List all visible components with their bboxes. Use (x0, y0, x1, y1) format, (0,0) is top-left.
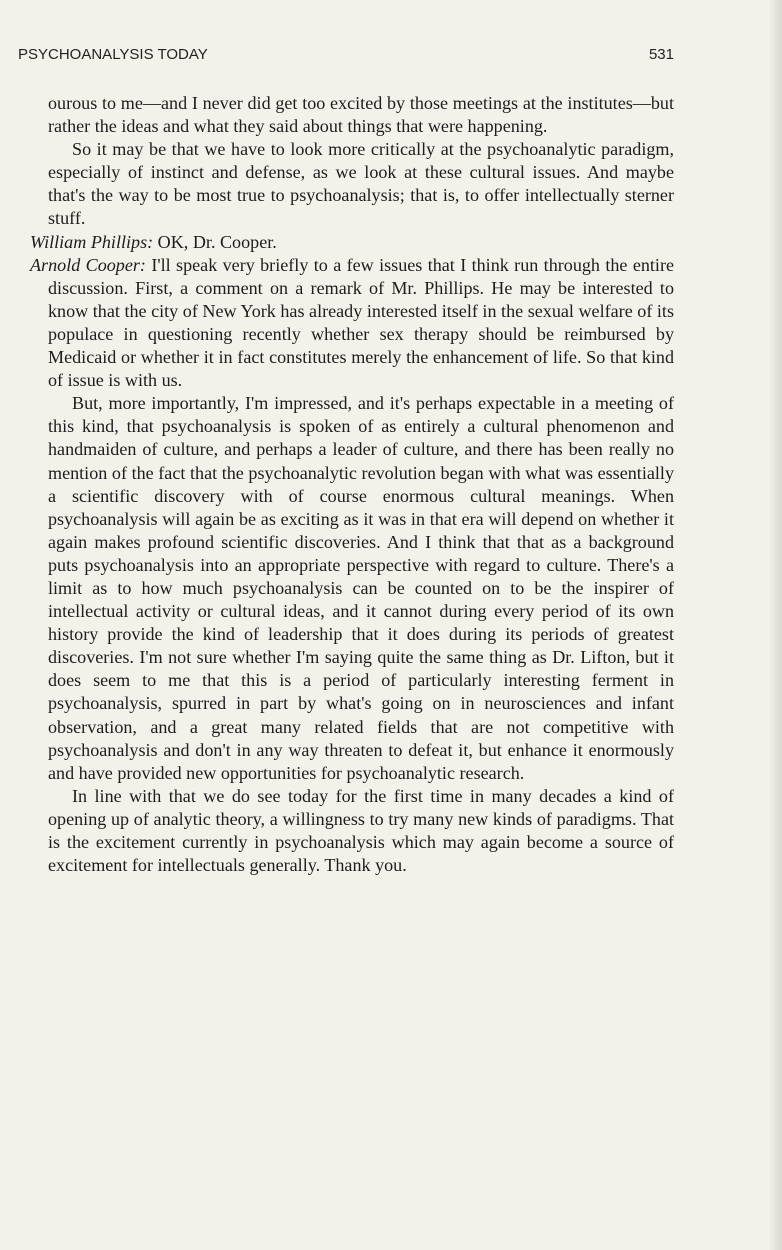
running-head-title: PSYCHOANALYSIS TODAY (18, 46, 208, 63)
speech-phillips (30, 231, 674, 254)
paragraph (48, 138, 674, 230)
page-number: 531 (648, 46, 674, 63)
paragraph (48, 785, 674, 877)
speech-cooper (30, 254, 674, 393)
paragraph-text: But, more importantly, I'm impressed, and it's perhaps expectable in a meeting of this kind, that psychoanalysis is spoken of as entirely a cultural phenomenon and handmaiden of culture, and perhaps a leader of culture, and there has been really no mention of the fact that the psychoanalytic revolution began with what was essentially a scientific discovery with of course enormous cultural meanings. When psychoanalysis will again be as exciting as it was in that era will depend on whether it again makes profound scientific discoveries. And I think that that as a background puts psychoanalysis into an appropriate perspective with regard to culture. There's a limit as to how much psychoanalysis can be counted on to be the inspirer of intellectual activity or cultural ideas, and it cannot during every period of its own history provide the kind of leadership that it does during its periods of greatest discoveries. I'm not sure whether I'm saying quite the same thing as Dr. Lifton, but it does seem to me that this is a period of particularly interesting ferment in psychoanalysis, spurred in part by what's going on in neurosciences and infant observation, and a great many related fields that are not competitive with psychoanalysis and don't in any way threaten to defeat it, but enhance it enormously and have provided new opportunities for psychoanalytic research. (48, 393, 674, 783)
body-text (30, 92, 675, 877)
page-edge-shadow (768, 0, 782, 1250)
running-head (18, 46, 674, 68)
paragraph-text: So it may be that we have to look more critically at the psychoanalytic paradigm, especially of instinct and defense, as we look at these cultural issues. And maybe that's the way to be most true to psychoanalysis; that is, to offer intellectually sterner stuff. (48, 139, 674, 229)
paragraph-text: ourous to me—and I never did get too excited by those meetings at the institutes—but rather the ideas and what they said about things that were happening. (48, 93, 674, 137)
speaker-name: Arnold Cooper: (30, 254, 146, 275)
speech-text: OK, Dr. Cooper. (153, 231, 277, 252)
paragraph (48, 392, 674, 785)
paragraph-text: In line with that we do see today for the first time in many decades a kind of opening up of analytic theory, a willingness to try many new kinds of paradigms. That is the excitement currently in psychoanalysis which may again become a source of excitement for intellectuals generally. Thank you. (48, 785, 674, 876)
paragraph-continuation (48, 92, 674, 138)
speech-text: I'll speak very briefly to a few issues that I think run through the entire discussion. First, a comment on a remark of Mr. Phillips. He may be interested to know that the city of New York has already interested itself in the sexual welfare of its populace in questioning recently whether sex therapy should be reimbursed by Medicaid or whether it in fact constitutes merely the enhancement of life. So that kind of issue is with us. (48, 254, 675, 391)
speaker-name: William Phillips: (30, 231, 154, 252)
